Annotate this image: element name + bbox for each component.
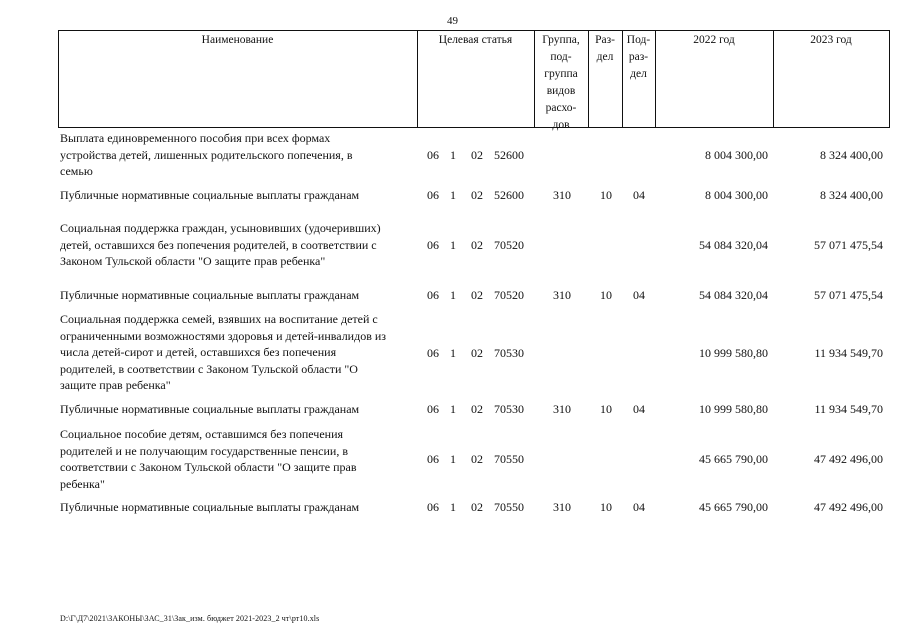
cell-expense-group: 310: [553, 188, 571, 202]
name-line: Публичные нормативные социальные выплаты гражданам: [60, 288, 360, 302]
cell-program: 06: [427, 452, 439, 466]
cell-subsection: 04: [633, 288, 645, 302]
cell-subsection: 04: [633, 500, 645, 514]
name-line: Социальная поддержка граждан, усыновивших (удочеривших): [60, 221, 381, 235]
cell-main-event: 02: [471, 238, 483, 252]
name-line: ребенка": [60, 476, 105, 491]
table-row: [60, 401, 890, 419]
cell-amount-2022: 54 084 320,04: [699, 288, 768, 302]
cell-subprogram: 1: [450, 346, 456, 360]
cell-program: 06: [427, 402, 439, 416]
cell-subprogram: 1: [450, 452, 456, 466]
header-line: группа: [544, 68, 578, 80]
cell-program: 06: [427, 238, 439, 252]
cell-subsection: 04: [633, 402, 645, 416]
name-line: Публичные нормативные социальные выплаты гражданам: [60, 188, 360, 202]
cell-subsection: 04: [633, 188, 645, 202]
header-target-article: Целевая статья: [438, 34, 513, 46]
cell-amount-2023: 47 492 496,00: [814, 500, 883, 514]
cell-direction: 70530: [494, 346, 524, 360]
header-line: дов: [552, 119, 570, 131]
name-line: устройства детей, лишенных родительского попечения, в: [60, 147, 353, 162]
page-number: 49: [447, 15, 458, 27]
cell-subprogram: 1: [450, 238, 456, 252]
cell-program: 06: [427, 148, 439, 162]
cell-amount-2022: 10 999 580,80: [699, 402, 768, 416]
cell-section: 10: [600, 500, 612, 514]
cell-direction: 70550: [494, 452, 524, 466]
cell-main-event: 02: [471, 288, 483, 302]
table-row: [60, 187, 890, 205]
row-name: [60, 220, 416, 270]
cell-amount-2023: 11 934 549,70: [814, 346, 883, 360]
cell-amount-2023: 8 324 400,00: [820, 148, 883, 162]
row-name: [60, 311, 416, 394]
cell-amount-2022: 10 999 580,80: [699, 346, 768, 360]
table-row: [60, 287, 890, 305]
name-line: соответствии с Законом Тульской области "О защите прав: [60, 460, 357, 474]
name-line: родителей, в соответствии с Законом Тульской области "О: [60, 361, 358, 376]
table-row: [60, 499, 890, 517]
cell-direction: 52600: [494, 188, 524, 202]
row-name: [60, 187, 416, 204]
cell-expense-group: 310: [553, 288, 571, 302]
row-name: [60, 499, 416, 516]
header-name: Наименование: [201, 34, 274, 46]
cell-amount-2023: 47 492 496,00: [814, 452, 883, 466]
header-line: под-: [550, 51, 572, 63]
cell-main-event: 02: [471, 500, 483, 514]
header-expense-group: [534, 30, 588, 131]
row-name: [60, 130, 416, 180]
cell-main-event: 02: [471, 452, 483, 466]
cell-main-event: 02: [471, 148, 483, 162]
name-line: числа детей-сирот и детей, оставшихся без попечения: [60, 345, 337, 359]
cell-amount-2023: 57 071 475,54: [814, 238, 883, 252]
cell-subprogram: 1: [450, 402, 456, 416]
cell-expense-group: 310: [553, 500, 571, 514]
cell-subprogram: 1: [450, 188, 456, 202]
cell-subprogram: 1: [450, 288, 456, 302]
header-line: Группа,: [542, 34, 580, 46]
header-line: раз-: [628, 51, 649, 63]
cell-main-event: 02: [471, 346, 483, 360]
cell-main-event: 02: [471, 188, 483, 202]
cell-direction: 52600: [494, 148, 524, 162]
cell-program: 06: [427, 346, 439, 360]
cell-direction: 70520: [494, 238, 524, 252]
header-line: Раз-: [595, 34, 615, 46]
cell-section: 10: [600, 288, 612, 302]
cell-expense-group: 310: [553, 402, 571, 416]
row-name: [60, 426, 416, 492]
name-line: Социальная поддержка семей, взявших на воспитание детей с: [60, 312, 378, 326]
cell-amount-2023: 8 324 400,00: [820, 188, 883, 202]
header-line: дел: [630, 68, 647, 80]
cell-subprogram: 1: [450, 500, 456, 514]
cell-program: 06: [427, 188, 439, 202]
header-divider: [889, 30, 890, 128]
cell-amount-2022: 8 004 300,00: [705, 148, 768, 162]
cell-amount-2023: 11 934 549,70: [814, 402, 883, 416]
name-line: Публичные нормативные социальные выплаты гражданам: [60, 500, 360, 514]
cell-direction: 70520: [494, 288, 524, 302]
name-line: ограниченными возможностями здоровья и детей-инвалидов из: [60, 328, 387, 343]
row-name: [60, 287, 416, 304]
cell-program: 06: [427, 500, 439, 514]
cell-section: 10: [600, 402, 612, 416]
table-row: [60, 426, 890, 493]
table-header: [58, 30, 890, 131]
table-row: [60, 311, 890, 395]
cell-main-event: 02: [471, 402, 483, 416]
header-line: дел: [596, 51, 614, 63]
cell-program: 06: [427, 288, 439, 302]
name-line: родителей и не получающим государственные пенсии, в: [60, 443, 348, 458]
cell-amount-2023: 57 071 475,54: [814, 288, 883, 302]
header-line: расхо-: [545, 102, 577, 114]
cell-direction: 70550: [494, 500, 524, 514]
header-line: Под-: [626, 34, 651, 46]
cell-amount-2022: 45 665 790,00: [699, 452, 768, 466]
header-year-2022: 2022 год: [693, 34, 735, 46]
name-line: Выплата единовременного пособия при всех формах: [60, 131, 331, 145]
table-row: [60, 220, 890, 270]
header-line: видов: [546, 85, 576, 97]
cell-amount-2022: 45 665 790,00: [699, 500, 768, 514]
cell-section: 10: [600, 188, 612, 202]
name-line: Законом Тульской области "О защите прав ребенка": [60, 254, 326, 268]
name-line: детей, оставшихся без попечения родителей, в соответствии с: [60, 237, 377, 252]
cell-direction: 70530: [494, 402, 524, 416]
name-line: Публичные нормативные социальные выплаты гражданам: [60, 402, 360, 416]
header-subsection: [622, 30, 655, 128]
name-line: защите прав ребенка": [60, 378, 171, 392]
file-path-footer: D:\Г\Д7\2021\ЗАКОНЫ\ЗАС_31\Зак_изм. бюджет 2021-2023_2 чт\рт10.xls: [60, 614, 320, 623]
name-line: семью: [60, 164, 93, 178]
header-section: [588, 30, 622, 128]
cell-amount-2022: 54 084 320,04: [699, 238, 768, 252]
cell-subprogram: 1: [450, 148, 456, 162]
header-year-2023: 2023 год: [810, 34, 852, 46]
name-line: Социальное пособие детям, оставшимся без попечения: [60, 427, 344, 441]
row-name: [60, 401, 416, 418]
cell-amount-2022: 8 004 300,00: [705, 188, 768, 202]
table-row: [60, 130, 890, 180]
